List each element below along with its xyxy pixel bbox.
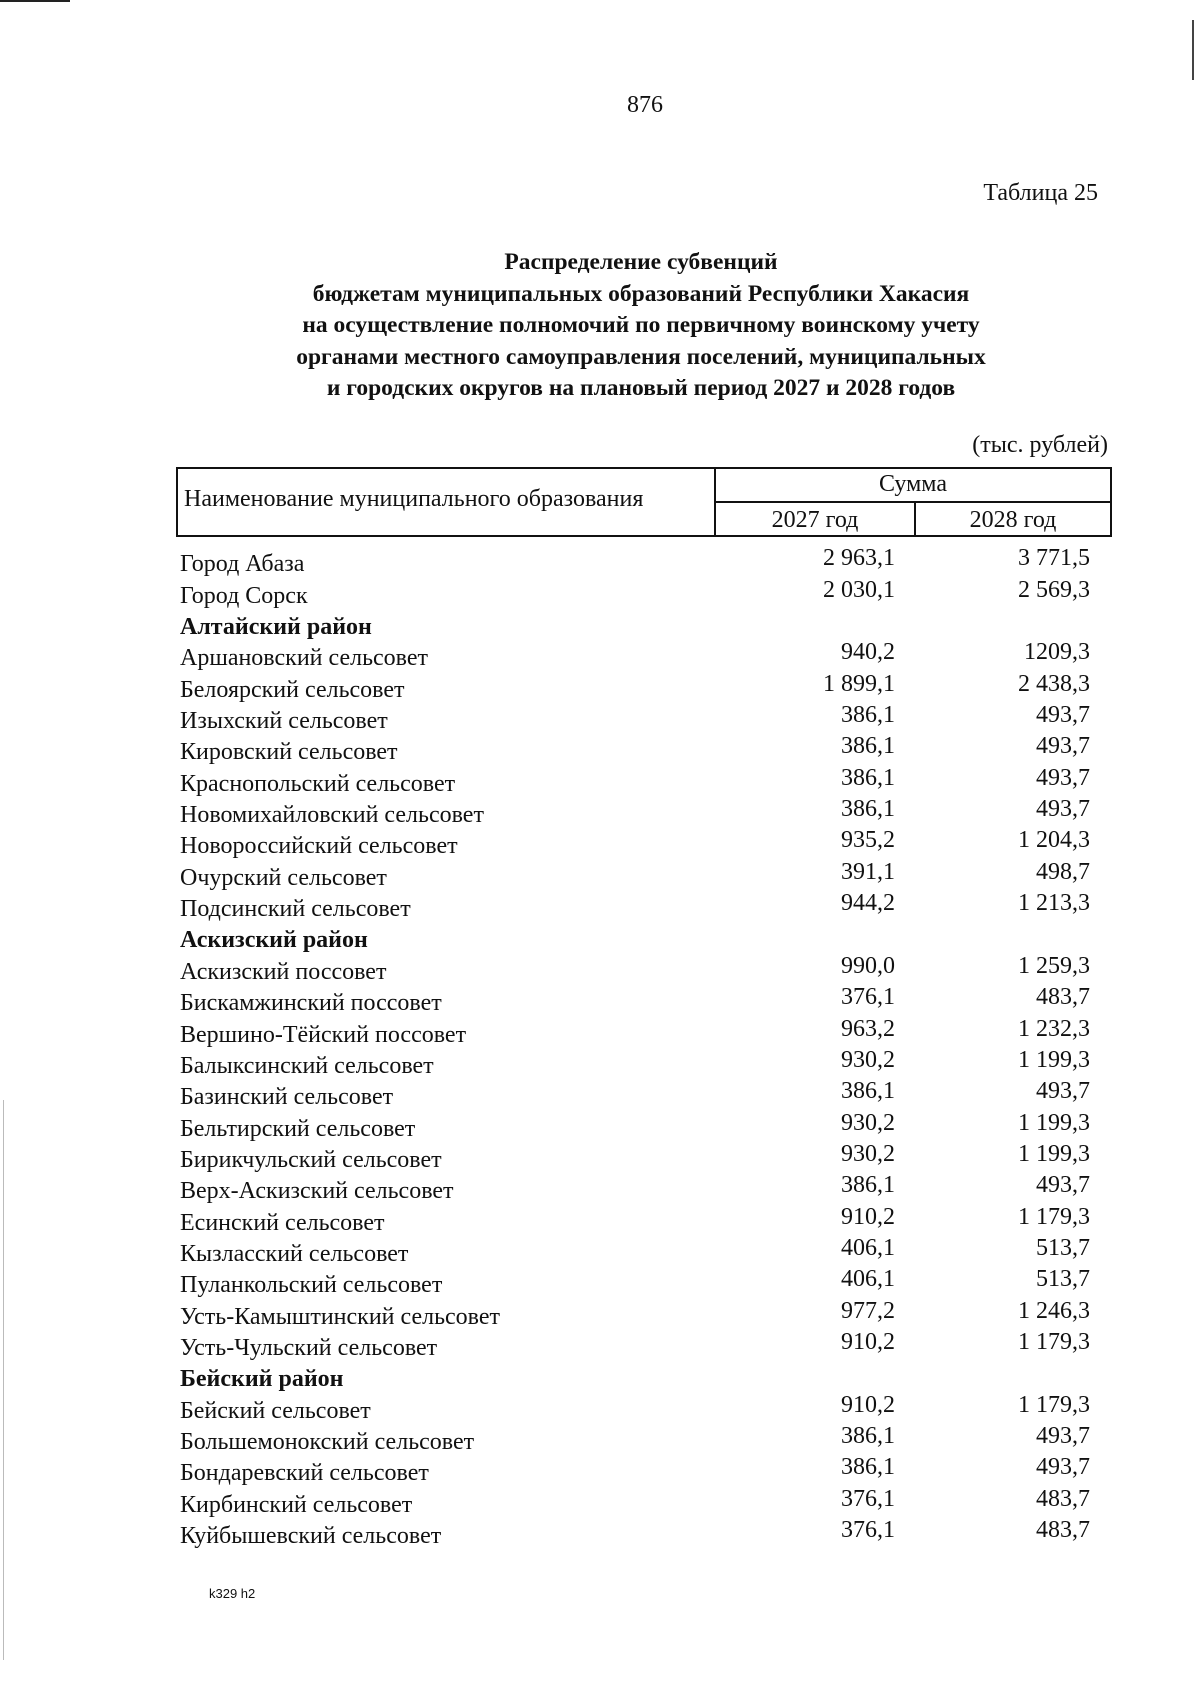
value-2027: 910,2 (841, 1328, 895, 1355)
value-2027: 930,2 (841, 1046, 895, 1073)
value-2027: 935,2 (841, 827, 895, 854)
value-2028: 493,7 (1036, 1078, 1090, 1105)
table-row (180, 735, 1120, 766)
value-2028: 493,7 (1036, 764, 1090, 791)
table-row (180, 578, 1120, 609)
value-2028: 493,7 (1036, 1172, 1090, 1199)
table-row (180, 829, 1120, 860)
table-row (180, 1111, 1120, 1142)
value-2027: 386,1 (841, 1422, 895, 1449)
value-2027: 406,1 (841, 1234, 895, 1261)
district-name: Алтайский район (180, 614, 372, 641)
municipality-name: Краснопольский сельсовет (180, 770, 456, 797)
municipality-name: Кызласский сельсовет (180, 1240, 409, 1267)
value-2027: 386,1 (841, 796, 895, 823)
table-body (180, 547, 1120, 1550)
value-2027: 376,1 (841, 1485, 895, 1512)
table-row (180, 1328, 1120, 1362)
municipality-name: Базинский сельсовет (180, 1084, 394, 1111)
municipality-name: Кирбинский сельсовет (180, 1491, 413, 1518)
municipality-name: Пуланкольский сельсовет (180, 1272, 443, 1299)
municipality-name: Город Сорск (180, 582, 308, 609)
municipality-name: Вершино-Тёйский поссовет (180, 1021, 467, 1048)
table-row (180, 1393, 1120, 1424)
municipality-name: Бискамжинский поссовет (180, 990, 442, 1017)
value-2028: 1 259,3 (1018, 952, 1090, 979)
municipality-name: Кировский сельсовет (180, 739, 398, 766)
municipality-name: Усть-Камыштинский сельсовет (180, 1303, 501, 1330)
table-row (180, 1268, 1120, 1299)
table-row (180, 704, 1120, 735)
municipality-name: Очурский сельсовет (180, 864, 387, 891)
district-name: Аскизский район (180, 927, 368, 954)
value-2028: 1 199,3 (1018, 1140, 1090, 1167)
value-2027: 940,2 (841, 639, 895, 666)
value-2028: 483,7 (1036, 1517, 1090, 1543)
municipality-name: Бельтирский сельсовет (180, 1115, 416, 1142)
value-2028: 1 199,3 (1018, 1046, 1090, 1073)
title-line: на осуществление полномочий по первичному воинскому учету (302, 312, 980, 338)
value-2028: 493,7 (1036, 733, 1090, 760)
header-name-label: Наименование муниципального образования (184, 486, 644, 512)
value-2027: 406,1 (841, 1266, 895, 1293)
value-2027: 2 030,1 (823, 576, 895, 603)
value-2027: 386,1 (841, 764, 895, 791)
table-row (180, 1080, 1120, 1111)
municipality-name: Изыхский сельсовет (180, 708, 388, 735)
value-2027: 386,1 (841, 702, 895, 729)
value-2027: 944,2 (841, 890, 895, 917)
municipality-name: Бейский сельсовет (180, 1397, 371, 1424)
title-line: и городских округов на плановый период 2027 и 2028 годов (326, 375, 956, 401)
value-2027: 386,1 (841, 1172, 895, 1199)
page-number: 876 (627, 92, 663, 118)
municipality-name: Подсинский сельсовет (180, 896, 411, 923)
table-row (180, 641, 1120, 672)
value-2028: 1 213,3 (1018, 890, 1090, 917)
table-row (180, 672, 1120, 703)
title-line: органами местного самоуправления поселений, муниципальных (296, 343, 986, 370)
table-row (180, 1519, 1120, 1550)
district-name: Бейский район (180, 1366, 344, 1393)
table-row (180, 1456, 1120, 1487)
municipality-name: Усть-Чульский сельсовет (180, 1334, 438, 1361)
table-row (180, 1046, 1120, 1080)
value-2028: 498,7 (1036, 858, 1090, 885)
table-row (180, 1299, 1120, 1330)
table-row (180, 1422, 1120, 1456)
district-heading-row (180, 1362, 1120, 1393)
table-row (180, 547, 1120, 578)
municipality-name: Куйбышевский сельсовет (180, 1523, 442, 1549)
value-2028: 3 771,5 (1018, 545, 1090, 572)
municipality-name: Бирикчульский сельсовет (180, 1146, 442, 1173)
table-row (180, 860, 1120, 891)
municipality-name: Новомихайловский сельсовет (180, 802, 484, 829)
value-2028: 1 179,3 (1018, 1203, 1090, 1230)
value-2027: 1 899,1 (823, 670, 895, 697)
footer-code: k329 h2 (209, 1586, 256, 1601)
header-year2-cell (914, 501, 1112, 537)
scan-edge-mark (3, 1100, 4, 1660)
value-2027: 990,0 (841, 952, 895, 979)
value-2028: 1 179,3 (1018, 1328, 1090, 1355)
value-2028: 483,7 (1036, 984, 1090, 1011)
municipality-name: Аршановский сельсовет (180, 645, 429, 672)
value-2028: 493,7 (1036, 1422, 1090, 1449)
value-2027: 930,2 (841, 1140, 895, 1167)
scan-edge-mark (1192, 20, 1194, 80)
table-row (180, 1487, 1120, 1518)
table-row (180, 1017, 1120, 1048)
table-header (176, 467, 1112, 537)
value-2028: 1 199,3 (1018, 1109, 1090, 1136)
value-2027: 376,1 (841, 984, 895, 1011)
table-row (180, 892, 1120, 923)
municipality-name: Верх-Аскизский сельсовет (180, 1178, 454, 1205)
district-heading-row (180, 923, 1120, 954)
table-row (180, 954, 1120, 985)
value-2027: 963,2 (841, 1015, 895, 1042)
municipality-name: Город Абаза (180, 551, 305, 578)
table-row (180, 1205, 1120, 1236)
value-2027: 376,1 (841, 1517, 895, 1543)
municipality-name: Аскизский поссовет (180, 958, 387, 985)
table-label: Таблица 25 (983, 180, 1098, 206)
value-2027: 386,1 (841, 1078, 895, 1105)
value-2028: 1 179,3 (1018, 1391, 1090, 1418)
value-2028: 2 438,3 (1018, 670, 1090, 697)
header-year1-label: 2027 год (771, 507, 859, 533)
header-sum-label: Сумма (879, 471, 947, 497)
header-name-cell (176, 467, 716, 537)
municipality-name: Бондаревский сельсовет (180, 1460, 429, 1487)
title-line: Распределение субвенций (504, 249, 778, 275)
units-label: (тыс. рублей) (972, 432, 1108, 458)
value-2028: 493,7 (1036, 1454, 1090, 1481)
value-2027: 386,1 (841, 1454, 895, 1481)
table-row (180, 1174, 1120, 1205)
table-row (180, 798, 1120, 829)
value-2028: 1 246,3 (1018, 1297, 1090, 1324)
header-year1-cell (714, 501, 916, 537)
municipality-name: Большемонокский сельсовет (180, 1428, 475, 1455)
municipality-name: Есинский сельсовет (180, 1209, 385, 1236)
value-2027: 391,1 (841, 858, 895, 885)
value-2028: 2 569,3 (1018, 576, 1090, 603)
value-2027: 386,1 (841, 733, 895, 760)
value-2027: 930,2 (841, 1109, 895, 1136)
title-line: бюджетам муниципальных образований Республики Хакасия (312, 280, 970, 307)
table-row (180, 766, 1120, 797)
value-2028: 1209,3 (1024, 639, 1090, 666)
municipality-name: Белоярский сельсовет (180, 676, 405, 703)
value-2027: 910,2 (841, 1203, 895, 1230)
value-2028: 1 232,3 (1018, 1015, 1090, 1042)
table-row (180, 986, 1120, 1017)
value-2028: 483,7 (1036, 1485, 1090, 1512)
scan-edge-mark (0, 0, 70, 2)
value-2027: 977,2 (841, 1297, 895, 1324)
table-row (180, 1234, 1120, 1268)
value-2027: 2 963,1 (823, 545, 895, 572)
value-2028: 1 204,3 (1018, 827, 1090, 854)
value-2028: 493,7 (1036, 702, 1090, 729)
municipality-name: Новороссийский сельсовет (180, 833, 458, 860)
table-row (180, 1140, 1120, 1174)
header-sum-cell (714, 467, 1112, 503)
value-2027: 910,2 (841, 1391, 895, 1418)
value-2028: 513,7 (1036, 1234, 1090, 1261)
value-2028: 493,7 (1036, 796, 1090, 823)
header-year2-label: 2028 год (969, 507, 1057, 533)
municipality-name: Балыксинский сельсовет (180, 1052, 434, 1079)
value-2028: 513,7 (1036, 1266, 1090, 1293)
district-heading-row (180, 610, 1120, 641)
document-title (0, 247, 1200, 405)
